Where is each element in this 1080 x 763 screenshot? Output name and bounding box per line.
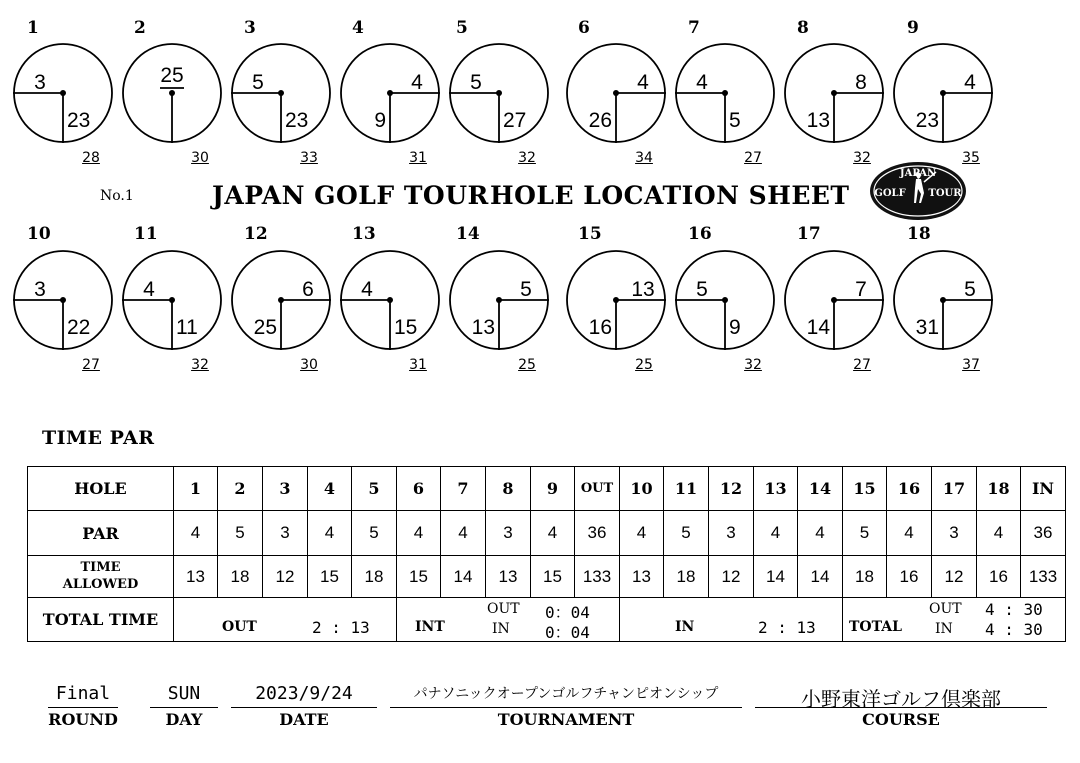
- green-depth: 27: [744, 150, 762, 166]
- time-allowed-cell: 13: [174, 556, 218, 598]
- time-allowed-cell: 133: [1021, 556, 1066, 598]
- time-allowed-cell: 12: [932, 556, 977, 598]
- hole-column-header: 14: [798, 467, 843, 511]
- total-grand-in-value: 4 : 30: [985, 619, 1043, 639]
- date-label: DATE: [279, 710, 329, 729]
- hole-number: 3: [244, 18, 256, 38]
- time-allowed-cell: 15: [308, 556, 352, 598]
- hole-location-circle: [893, 250, 993, 350]
- hole-column-header: 5: [352, 467, 397, 511]
- hole-number: 11: [134, 224, 158, 244]
- hole-distance-a: 4: [411, 71, 423, 94]
- hole-location-circle: [566, 43, 666, 143]
- par-cell: 4: [531, 511, 575, 556]
- par-cell: 4: [620, 511, 664, 556]
- par-cell: 5: [664, 511, 709, 556]
- hole-distance-a: 25: [160, 64, 184, 87]
- time-allowed-cell: 12: [263, 556, 308, 598]
- hole-distance-a: 4: [696, 71, 708, 94]
- footer-course: [755, 683, 1047, 729]
- par-cell: 4: [977, 511, 1021, 556]
- hole-distance-a: 4: [637, 71, 649, 94]
- row-label-par: PAR: [28, 511, 174, 556]
- hole-column-header: 16: [887, 467, 932, 511]
- par-cell: 4: [174, 511, 218, 556]
- hole-location-circle: [784, 43, 884, 143]
- hole-number: 12: [244, 224, 268, 244]
- par-cell: 5: [218, 511, 263, 556]
- par-cell: 3: [932, 511, 977, 556]
- hole-location-circle: [13, 250, 113, 350]
- hole-distance-a: 4: [964, 71, 976, 94]
- hole-distance-b: 25: [253, 316, 277, 339]
- green-depth: 30: [191, 150, 209, 166]
- green-depth: 30: [300, 357, 318, 373]
- hole-column-header: 13: [754, 467, 798, 511]
- hole-location-circle: [122, 250, 222, 350]
- hole-number: 5: [456, 18, 468, 38]
- hole-number: 18: [907, 224, 931, 244]
- time-label-top: TIME: [80, 560, 121, 576]
- hole-column-header: 8: [486, 467, 531, 511]
- hole-distance-b: 14: [806, 316, 830, 339]
- time-allowed-cell: 14: [441, 556, 486, 598]
- hole-location-circle: [340, 43, 440, 143]
- total-grand-out-label: OUT: [929, 600, 962, 617]
- hole-distance-a: 3: [34, 278, 46, 301]
- total-int-in-value: 0：04: [545, 622, 590, 642]
- total-grand-in-label: IN: [935, 620, 953, 637]
- hole-number: 16: [688, 224, 712, 244]
- hole-distance-a: 3: [34, 71, 46, 94]
- course-label: COURSE: [862, 710, 940, 729]
- time-allowed-cell: 18: [352, 556, 397, 598]
- hole-location-circle: [122, 43, 222, 143]
- course-value: 小野東洋ゴルフ倶楽部: [755, 683, 1047, 708]
- footer-tournament: [390, 683, 742, 729]
- hole-distance-a: 5: [696, 278, 708, 301]
- hole-location-circle: [675, 250, 775, 350]
- row-label-hole: HOLE: [28, 467, 174, 511]
- par-cell: 3: [486, 511, 531, 556]
- hole-location-circle: [566, 250, 666, 350]
- total-grand-label: TOTAL: [849, 618, 902, 635]
- hole-number: 14: [456, 224, 480, 244]
- green-depth: 32: [853, 150, 871, 166]
- sheet-title-left: JAPAN GOLF TOUR: [212, 181, 489, 210]
- hole-distance-a: 5: [964, 278, 976, 301]
- time-label-bottom: ALLOWED: [62, 576, 139, 592]
- day-value: SUN: [150, 683, 218, 708]
- total-out-cell: [174, 598, 397, 642]
- total-in-label: IN: [675, 618, 695, 635]
- time-allowed-cell: 14: [754, 556, 798, 598]
- hole-column-header: OUT: [575, 467, 620, 511]
- tournament-value: パナソニックオープンゴルフチャンピオンシップ: [390, 683, 742, 708]
- par-cell: 4: [441, 511, 486, 556]
- time-allowed-cell: 16: [977, 556, 1021, 598]
- hole-distance-a: 4: [361, 278, 373, 301]
- green-depth: 27: [853, 357, 871, 373]
- hole-distance-a: 5: [520, 278, 532, 301]
- total-grand-out-value: 4 : 30: [985, 599, 1043, 619]
- hole-distance-a: 8: [855, 71, 867, 94]
- hole-location-circle: [13, 43, 113, 143]
- green-depth: 25: [518, 357, 536, 373]
- hole-column-header: 11: [664, 467, 709, 511]
- hole-distance-a: 5: [470, 71, 482, 94]
- japan-golf-tour-logo: [868, 160, 968, 222]
- green-depth: 32: [191, 357, 209, 373]
- time-allowed-cell: 12: [709, 556, 754, 598]
- logo-text-right: TOUR: [928, 188, 962, 199]
- hole-distance-b: 23: [67, 109, 91, 132]
- round-label: ROUND: [48, 710, 118, 729]
- row-label-time-allowed: [28, 556, 174, 598]
- green-depth: 27: [82, 357, 100, 373]
- time-allowed-cell: 18: [664, 556, 709, 598]
- par-cell: 4: [887, 511, 932, 556]
- hole-number: 9: [907, 18, 919, 38]
- hole-column-header: 7: [441, 467, 486, 511]
- total-int-out-label: OUT: [487, 600, 520, 617]
- hole-location-circle: [893, 43, 993, 143]
- green-depth: 34: [635, 150, 653, 166]
- hole-location-circle: [449, 43, 549, 143]
- hole-number: 7: [688, 18, 700, 38]
- total-in-cell: [620, 598, 843, 642]
- hole-number: 2: [134, 18, 146, 38]
- total-int-cell: [397, 598, 620, 642]
- time-allowed-cell: 14: [798, 556, 843, 598]
- hole-distance-a: 13: [631, 278, 655, 301]
- footer-date: [231, 683, 377, 729]
- hole-distance-b: 9: [374, 109, 386, 132]
- total-out-value: 2 : 13: [312, 617, 370, 637]
- par-cell: 36: [1021, 511, 1066, 556]
- time-allowed-cell: 13: [486, 556, 531, 598]
- hole-distance-b: 23: [915, 109, 939, 132]
- hole-distance-b: 31: [915, 316, 939, 339]
- hole-distance-b: 13: [806, 109, 830, 132]
- green-depth: 33: [300, 150, 318, 166]
- time-allowed-cell: 18: [218, 556, 263, 598]
- green-depth: 28: [82, 150, 100, 166]
- row-label-total-time: TOTAL TIME: [28, 598, 174, 642]
- round-value: Final: [48, 683, 118, 708]
- green-depth: 31: [409, 150, 427, 166]
- hole-distance-b: 26: [588, 109, 612, 132]
- hole-distance-a: 4: [143, 278, 155, 301]
- hole-distance-b: 27: [503, 109, 527, 132]
- hole-column-header: 9: [531, 467, 575, 511]
- hole-location-circle: [449, 250, 549, 350]
- date-value: 2023/9/24: [231, 683, 377, 708]
- hole-column-header: 1: [174, 467, 218, 511]
- total-out-label: OUT: [222, 618, 257, 635]
- hole-location-circle: [340, 250, 440, 350]
- par-cell: 5: [843, 511, 887, 556]
- hole-distance-a: 5: [252, 71, 264, 94]
- hole-column-header: 3: [263, 467, 308, 511]
- footer-day: [150, 683, 218, 729]
- time-par-heading: TIME PAR: [42, 427, 155, 449]
- hole-column-header: 10: [620, 467, 664, 511]
- hole-column-header: 17: [932, 467, 977, 511]
- total-in-value: 2 : 13: [758, 617, 816, 637]
- green-depth: 32: [744, 357, 762, 373]
- par-cell: 4: [754, 511, 798, 556]
- hole-number: 6: [578, 18, 590, 38]
- total-int-label: INT: [415, 618, 445, 635]
- logo-text-left: GOLF: [874, 188, 906, 199]
- tournament-label: TOURNAMENT: [497, 710, 635, 729]
- green-depth: 32: [518, 150, 536, 166]
- hole-column-header: 2: [218, 467, 263, 511]
- time-allowed-cell: 18: [843, 556, 887, 598]
- green-depth: 31: [409, 357, 427, 373]
- hole-number: 15: [578, 224, 602, 244]
- par-cell: 4: [798, 511, 843, 556]
- hole-column-header: 12: [709, 467, 754, 511]
- hole-distance-b: 23: [285, 109, 309, 132]
- hole-distance-a: 6: [302, 278, 314, 301]
- par-cell: 3: [709, 511, 754, 556]
- time-allowed-cell: 15: [531, 556, 575, 598]
- hole-distance-b: 5: [729, 109, 741, 132]
- green-depth: 37: [962, 357, 980, 373]
- total-grand-cell: [843, 598, 1066, 642]
- hole-location-circle: [231, 43, 331, 143]
- total-int-out-value: 0：04: [545, 602, 590, 622]
- hole-column-header: 4: [308, 467, 352, 511]
- hole-location-circle: [231, 250, 331, 350]
- hole-distance-b: 11: [176, 316, 198, 339]
- hole-number: 4: [352, 18, 364, 38]
- hole-number: 13: [352, 224, 376, 244]
- footer-round: [48, 683, 118, 729]
- hole-location-circle: [784, 250, 884, 350]
- hole-distance-b: 22: [67, 316, 91, 339]
- total-int-in-label: IN: [492, 620, 510, 637]
- hole-column-header: IN: [1021, 467, 1066, 511]
- green-depth: 35: [962, 150, 980, 166]
- hole-distance-b: 13: [471, 316, 495, 339]
- hole-number: 1: [27, 18, 39, 38]
- hole-location-circle: [675, 43, 775, 143]
- green-depth: 25: [635, 357, 653, 373]
- logo-text-top: JAPAN: [899, 168, 937, 179]
- time-par-table: [27, 466, 1066, 642]
- time-allowed-cell: 15: [397, 556, 441, 598]
- time-allowed-cell: 16: [887, 556, 932, 598]
- time-allowed-cell: 133: [575, 556, 620, 598]
- par-cell: 3: [263, 511, 308, 556]
- par-cell: 36: [575, 511, 620, 556]
- hole-column-header: 6: [397, 467, 441, 511]
- par-cell: 4: [397, 511, 441, 556]
- hole-number: 10: [27, 224, 51, 244]
- hole-distance-b: 16: [588, 316, 612, 339]
- day-label: DAY: [165, 710, 203, 729]
- hole-distance-b: 15: [394, 316, 418, 339]
- hole-column-header: 18: [977, 467, 1021, 511]
- par-cell: 5: [352, 511, 397, 556]
- time-allowed-cell: 13: [620, 556, 664, 598]
- hole-distance-b: 9: [729, 316, 741, 339]
- hole-number: 17: [797, 224, 821, 244]
- sheet-number: No.1: [100, 188, 134, 204]
- par-cell: 4: [308, 511, 352, 556]
- hole-number: 8: [797, 18, 809, 38]
- hole-column-header: 15: [843, 467, 887, 511]
- sheet-title-right: HOLE LOCATION SHEET: [490, 181, 850, 210]
- hole-distance-a: 7: [855, 278, 867, 301]
